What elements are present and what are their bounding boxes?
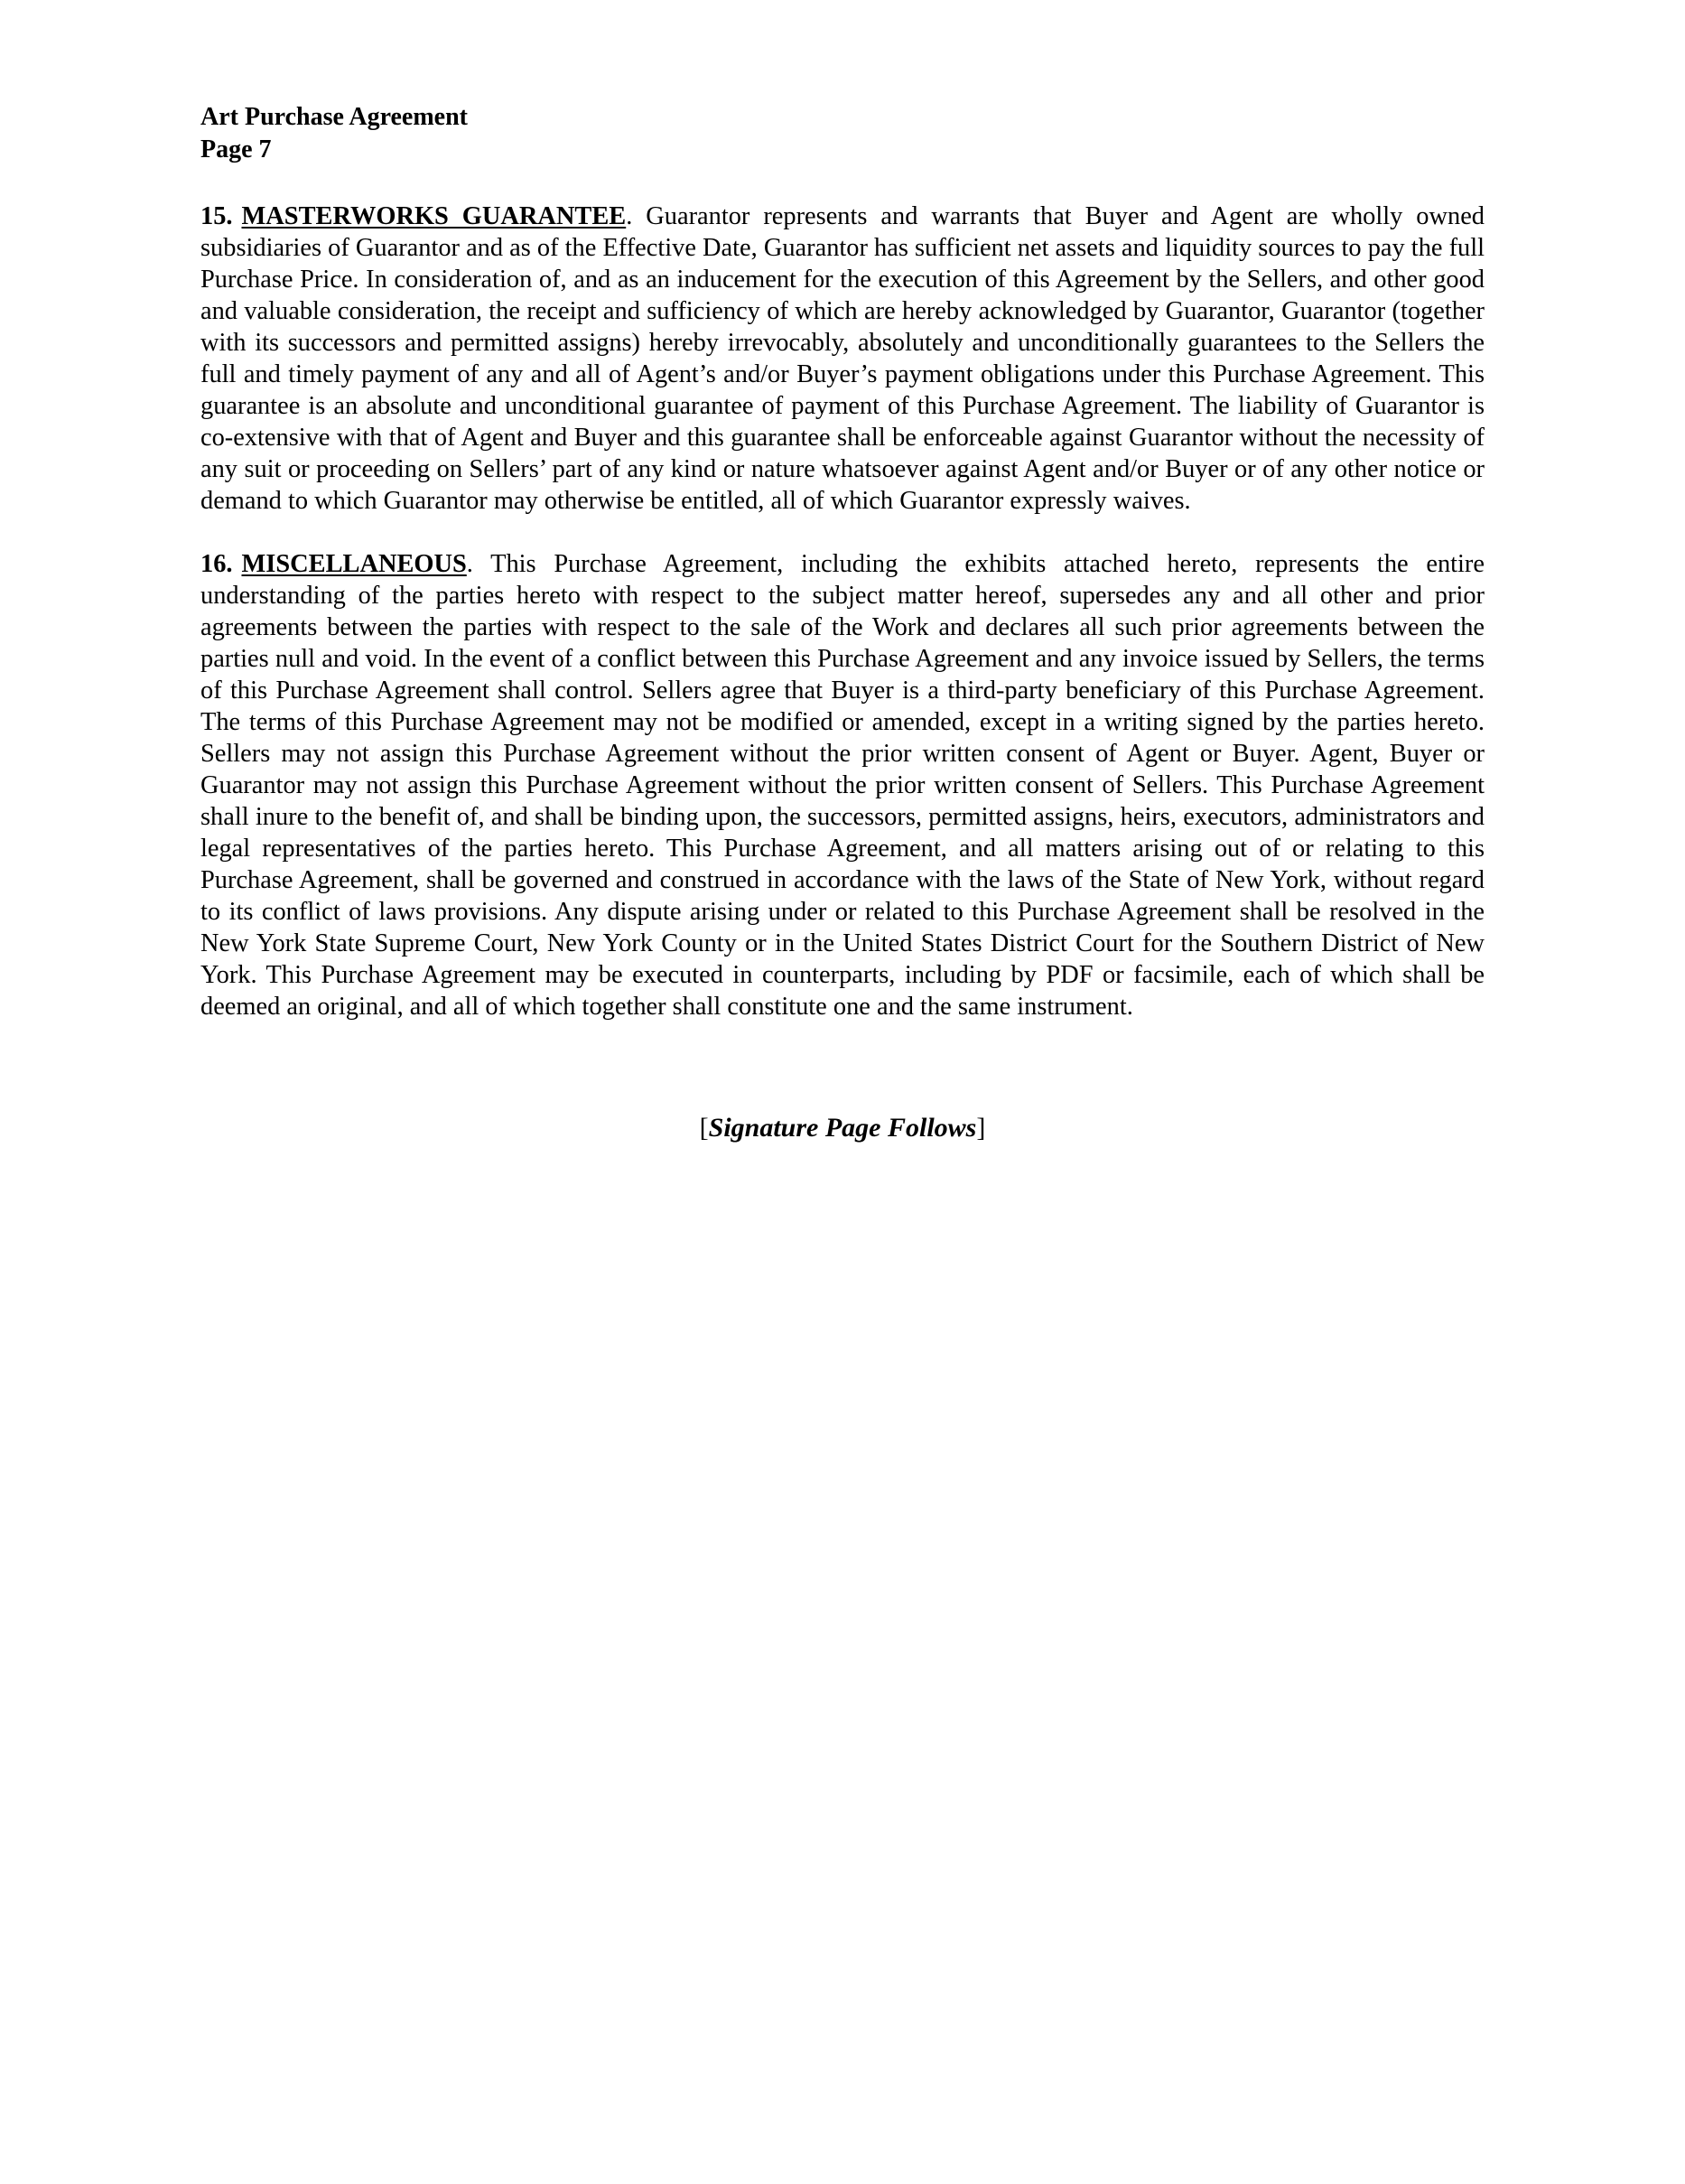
signature-note-text: Signature Page Follows [708, 1113, 977, 1143]
close-bracket: ] [976, 1113, 986, 1143]
section-text: . Guarantor represents and warrants that Buyer and Agent are wholly owned subsidiaries of Guarantor and as of the Effective Date, Guarantor has sufficient net assets and liquidity sources to pay the full Purchase Price. In consideration of, and as an inducement for the execution of this Agreement by the Sellers, and other good and valuable consideration, the receipt and sufficiency of which are hereby acknowledged by Guarantor, Guarantor (together with its successors and permitted assigns) hereby irrevocably, absolutely and unconditionally guarantees to the Sellers the full and timely payment of any and all of Agent’s and/or Buyer’s payment obligations under this Purchase Agreement. This guarantee is an absolute and unconditional guarantee of payment of this Purchase Agreement. The liability of Guarantor is co-extensive with that of Agent and Buyer and this guarantee shall be enforceable against Guarantor without the necessity of any suit or proceeding on Sellers’ part of any kind or nature whatsoever against Agent and/or Buyer or of any other notice or demand to which Guarantor may otherwise be entitled, all of which Guarantor expressly waives. [200, 202, 1485, 515]
open-bracket: [ [699, 1113, 709, 1143]
section-title: MASTERWORKS GUARANTEE [241, 202, 627, 230]
signature-page-follows-note [200, 1111, 1485, 1145]
section-15-masterworks-guarantee [200, 201, 1485, 517]
section-16-miscellaneous [200, 548, 1485, 1022]
document-body [200, 201, 1485, 1054]
section-number: 16. [200, 550, 233, 578]
section-title: MISCELLANEOUS [241, 550, 467, 578]
page-number: Page 7 [200, 135, 272, 163]
document-title: Art Purchase Agreement [200, 103, 468, 131]
section-text: . This Purchase Agreement, including the exhibits attached hereto, represents the entire understanding of the parties hereto with respect to the subject matter hereof, supersedes any and all other and prior agreements between the parties with respect to the sale of the Work and declares all such prior agreements between the parties null and void. In the event of a conflict between this Purchase Agreement and any invoice issued by Sellers, the terms of this Purchase Agreement shall control. Sellers agree that Buyer is a third-party beneficiary of this Purchase Agreement. The terms of this Purchase Agreement may not be modified or amended, except in a writing signed by the parties hereto. Sellers may not assign this Purchase Agreement without the prior written consent of Agent or Buyer. Agent, Buyer or Guarantor may not assign this Purchase Agreement without the prior written consent of Sellers. This Purchase Agreement shall inure to the benefit of, and shall be binding upon, the successors, permitted assigns, heirs, executors, administrators and legal representatives of the parties hereto. This Purchase Agreement, and all matters arising out of or relating to this Purchase Agreement, shall be governed and construed in accordance with the laws of the State of New York, without regard to its conflict of laws provisions. Any dispute arising under or related to this Purchase Agreement shall be resolved in the New York State Supreme Court, New York County or in the United States District Court for the Southern District of New York. This Purchase Agreement may be executed in counterparts, including by PDF or facsimile, each of which shall be deemed an original, and all of which together shall constitute one and the same instrument. [200, 550, 1485, 1021]
section-number: 15. [200, 202, 233, 230]
document-header [200, 101, 923, 166]
